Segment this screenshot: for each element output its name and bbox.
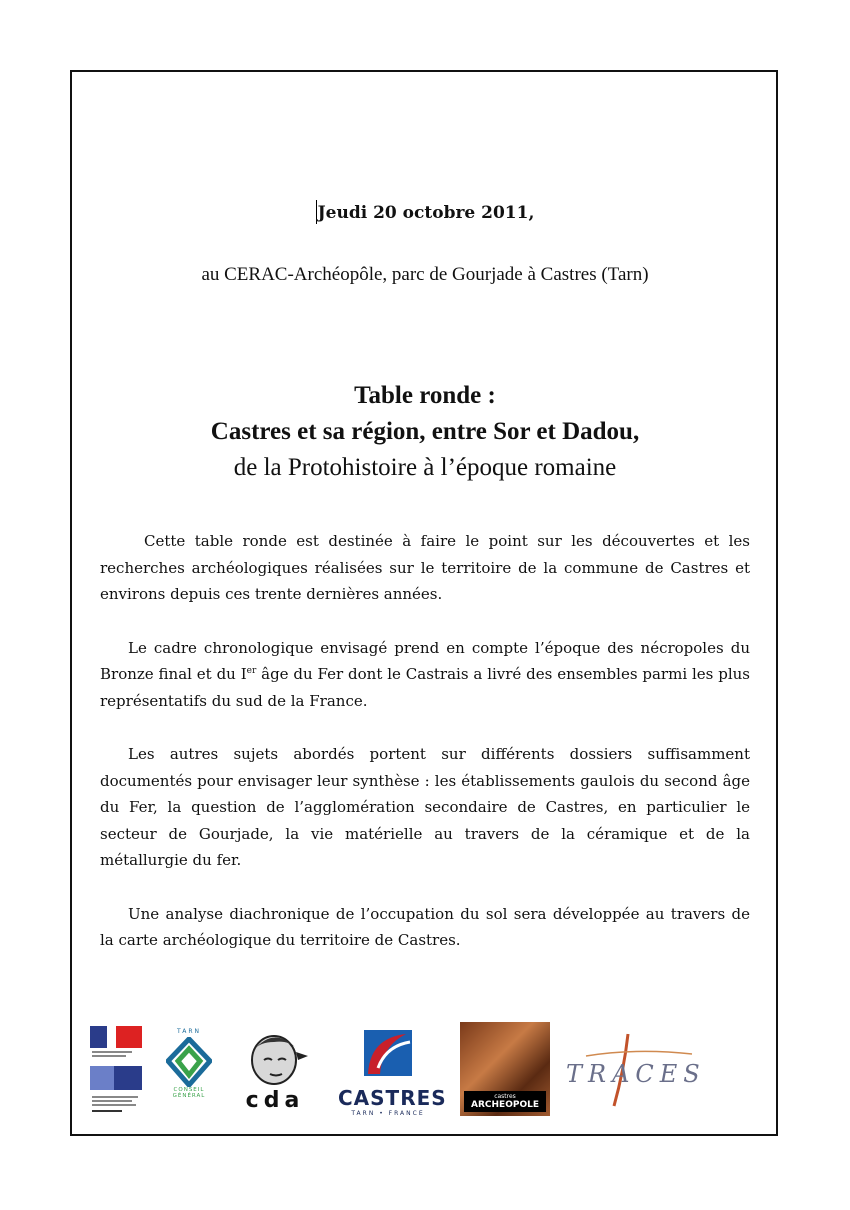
archeopole-text: ARCHEOPOLE [471, 1100, 539, 1110]
castres-logo-subtext: TARN • FRANCE [351, 1110, 425, 1117]
cda-logo [236, 1030, 314, 1118]
castres-logo-text: CASTRES [338, 1086, 447, 1110]
paragraph-2 [100, 635, 750, 715]
body-text [100, 528, 750, 981]
title-line-2: Castres et sa région, entre Sor et Dadou, [210, 418, 640, 445]
paragraph-3: Les autres sujets abordés portent sur différents dossiers suffisamment documentés pour envisager leur synthèse : les établissements gaulois du second âge du Fer, la question de l’agglomération secondaire de Castres, en particulier le secteur de Gourjade, la vie matérielle au travers de la céramique et de la métallurgie du fer. [100, 745, 750, 869]
tarn-logo-top-text: TARN [177, 1028, 201, 1035]
text-cursor [316, 200, 317, 224]
archeopole-small-text: castres [494, 1093, 516, 1100]
flag-icon [90, 1026, 142, 1048]
event-venue: au CERAC-Archéopôle, parc de Gourjade à Castres (Tarn) [201, 264, 649, 285]
sculpted-head-icon [240, 1030, 310, 1086]
archeopole-logo [460, 1022, 550, 1116]
paragraph-2-part-2: âge du Fer dont le Castrais a livré des ensembles parmi les plus représentatifs du sud de la France. [100, 665, 750, 710]
title-block [0, 378, 850, 486]
title-line-1: Table ronde : [354, 382, 496, 409]
logo-strip [86, 1020, 726, 1130]
title-line-3: de la Protohistoire à l’époque romaine [233, 454, 617, 481]
paragraph-2-part-1: Le cadre chronologique envisagé prend en compte l’époque des nécropoles du Bronze final et du I [100, 638, 750, 683]
tarn-conseil-general-logo [164, 1028, 214, 1120]
paragraph-4: Une analyse diachronique de l’occupation du sol sera développée au travers de la carte archéologique du territoire de Castres. [100, 904, 750, 949]
event-date [0, 200, 850, 224]
cda-logo-text: cda [245, 1088, 305, 1113]
castres-logo [338, 1028, 447, 1120]
traces-logo [566, 1030, 706, 1110]
ministry-culture-logo [90, 1026, 142, 1120]
tarn-emblem-icon [166, 1037, 212, 1087]
archeopole-label [464, 1091, 546, 1112]
ordinal-superscript: er [246, 666, 257, 676]
paragraph-1: Cette table ronde est destinée à faire le point sur les découvertes et les recherches archéologiques réalisées sur le territoire de la commune de Castres et environs depuis ces trente dernières années. [100, 532, 750, 603]
event-date-text: Jeudi 20 octobre 2011, [317, 203, 535, 223]
traces-logo-text: TRACES [566, 1060, 706, 1088]
tarn-logo-bottom-text: CONSEIL GÉNÉRAL [172, 1087, 206, 1099]
castres-emblem-icon [360, 1028, 416, 1078]
